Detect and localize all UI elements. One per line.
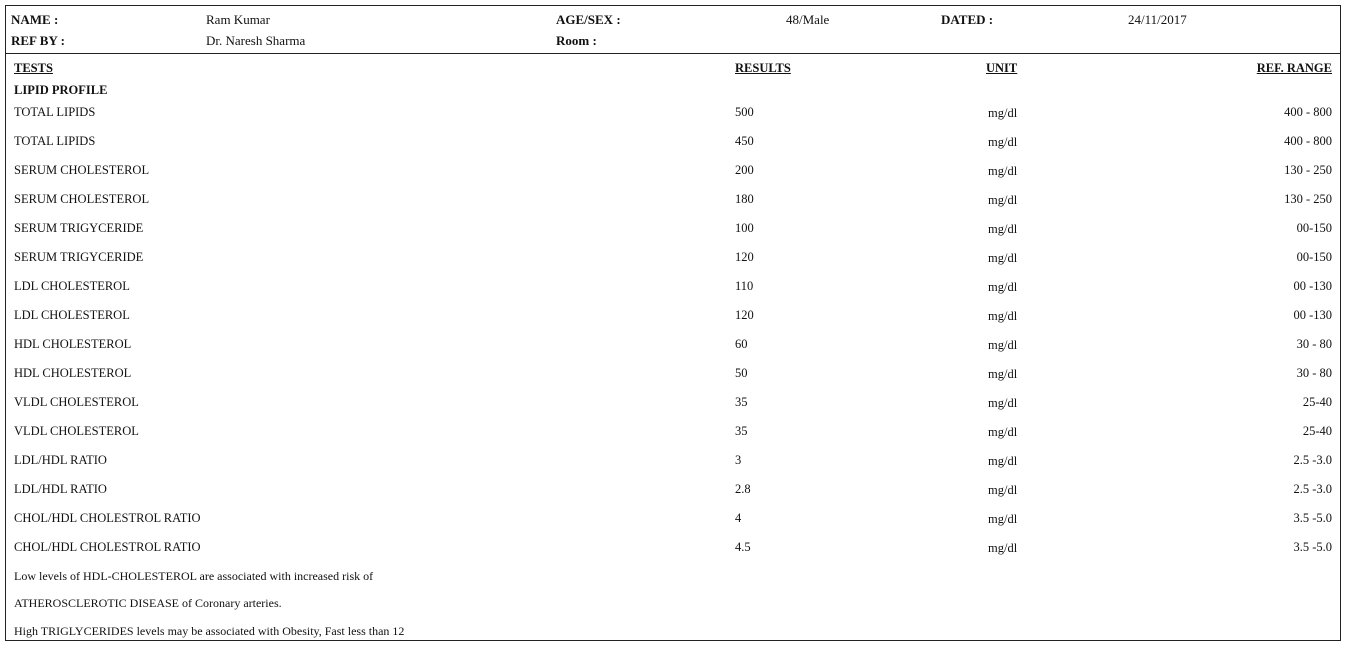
test-name-cell: CHOL/HDL CHOLESTROL RATIO: [14, 540, 201, 554]
table-row: [6, 308, 1340, 337]
ref-by-value: Dr. Naresh Sharma: [206, 33, 306, 48]
note-line: ATHEROSCLEROTIC DISEASE of Coronary arteries.: [14, 596, 282, 610]
note-line: Low levels of HDL-CHOLESTEROL are associated with increased risk of: [14, 569, 374, 583]
test-name-cell: SERUM TRIGYCERIDE: [14, 250, 144, 264]
ref-range-cell: 25-40: [1302, 395, 1332, 409]
unit-cell: mg/dl: [988, 338, 1018, 352]
test-name-cell: LDL CHOLESTEROL: [14, 308, 130, 322]
ref-range-cell: 00-150: [1296, 221, 1332, 235]
result-cell: 500: [735, 105, 754, 119]
ref-range-cell: 400 - 800: [1284, 105, 1332, 119]
result-cell: 4: [735, 511, 742, 525]
table-row: [6, 250, 1340, 279]
result-cell: 3: [735, 453, 742, 467]
unit-cell: mg/dl: [988, 251, 1018, 265]
table-row: [6, 221, 1340, 250]
patient-header: [6, 6, 1340, 54]
table-row: [6, 134, 1340, 163]
unit-cell: mg/dl: [988, 367, 1018, 381]
unit-cell: mg/dl: [988, 541, 1018, 555]
result-cell: 35: [735, 424, 748, 438]
table-row: [6, 453, 1340, 482]
name-value: Ram Kumar: [206, 12, 270, 27]
ref-range-cell: 00 -130: [1293, 279, 1332, 293]
table-row: [6, 482, 1340, 511]
ref-range-cell: 400 - 800: [1284, 134, 1332, 148]
unit-cell: mg/dl: [988, 222, 1018, 236]
result-cell: 120: [735, 250, 754, 264]
result-cell: 50: [735, 366, 748, 380]
table-row: [6, 540, 1340, 569]
result-cell: 180: [735, 192, 754, 206]
test-name-cell: TOTAL LIPIDS: [14, 105, 96, 119]
report-frame: [5, 5, 1341, 641]
dated-label: DATED :: [941, 12, 994, 27]
column-header-unit: UNIT: [986, 61, 1018, 75]
test-name-cell: LDL/HDL RATIO: [14, 453, 107, 467]
unit-cell: mg/dl: [988, 396, 1018, 410]
result-cell: 100: [735, 221, 754, 235]
note-line: High TRIGLYCERIDES levels may be associated with Obesity, Fast less than 12: [14, 624, 405, 638]
unit-cell: mg/dl: [988, 280, 1018, 294]
ref-range-cell: 00 -130: [1293, 308, 1332, 322]
ref-by-label: REF BY :: [11, 33, 65, 48]
column-header-ref-range: REF. RANGE: [1256, 61, 1332, 75]
table-row: [6, 337, 1340, 366]
test-name-cell: LDL CHOLESTEROL: [14, 279, 130, 293]
ref-range-cell: 25-40: [1302, 424, 1332, 438]
unit-cell: mg/dl: [988, 425, 1018, 439]
test-name-cell: CHOL/HDL CHOLESTROL RATIO: [14, 511, 201, 525]
ref-range-cell: 130 - 250: [1284, 192, 1332, 206]
unit-cell: mg/dl: [988, 135, 1018, 149]
ref-range-cell: 2.5 -3.0: [1293, 453, 1332, 467]
ref-range-cell: 3.5 -5.0: [1293, 540, 1332, 554]
table-row: [6, 105, 1340, 134]
unit-cell: mg/dl: [988, 106, 1018, 120]
ref-range-cell: 00-150: [1296, 250, 1332, 264]
table-row: [6, 279, 1340, 308]
test-name-cell: HDL CHOLESTEROL: [14, 366, 132, 380]
test-name-cell: VLDL CHOLESTEROL: [14, 424, 139, 438]
unit-cell: mg/dl: [988, 164, 1018, 178]
dated-value: 24/11/2017: [1128, 12, 1187, 27]
test-name-cell: LDL/HDL RATIO: [14, 482, 107, 496]
unit-cell: mg/dl: [988, 309, 1018, 323]
test-name-cell: VLDL CHOLESTEROL: [14, 395, 139, 409]
unit-cell: mg/dl: [988, 512, 1018, 526]
result-cell: 2.8: [735, 482, 751, 496]
result-cell: 4.5: [735, 540, 751, 554]
test-name-cell: HDL CHOLESTEROL: [14, 337, 132, 351]
result-cell: 200: [735, 163, 754, 177]
table-row: [6, 424, 1340, 453]
table-row: [6, 511, 1340, 540]
ref-range-cell: 30 - 80: [1296, 337, 1332, 351]
column-header-results: RESULTS: [735, 61, 791, 75]
result-cell: 120: [735, 308, 754, 322]
unit-cell: mg/dl: [988, 483, 1018, 497]
ref-range-cell: 130 - 250: [1284, 163, 1332, 177]
name-label: NAME :: [11, 12, 59, 27]
unit-cell: mg/dl: [988, 193, 1018, 207]
ref-range-cell: 3.5 -5.0: [1293, 511, 1332, 525]
section-title: LIPID PROFILE: [14, 83, 108, 97]
table-row: [6, 395, 1340, 424]
test-name-cell: SERUM CHOLESTEROL: [14, 192, 150, 206]
test-name-cell: SERUM CHOLESTEROL: [14, 163, 150, 177]
table-row: [6, 366, 1340, 395]
column-header-tests: TESTS: [14, 61, 53, 75]
ref-range-cell: 30 - 80: [1296, 366, 1332, 380]
result-cell: 110: [735, 279, 754, 293]
table-row: [6, 192, 1340, 221]
test-name-cell: SERUM TRIGYCERIDE: [14, 221, 144, 235]
result-cell: 35: [735, 395, 748, 409]
room-label: Room :: [556, 33, 597, 48]
ref-range-cell: 2.5 -3.0: [1293, 482, 1332, 496]
test-name-cell: TOTAL LIPIDS: [14, 134, 96, 148]
table-row: [6, 163, 1340, 192]
result-cell: 60: [735, 337, 748, 351]
age-sex-label: AGE/SEX :: [556, 12, 621, 27]
unit-cell: mg/dl: [988, 454, 1018, 468]
result-cell: 450: [735, 134, 754, 148]
age-sex-value: 48/Male: [786, 12, 830, 27]
